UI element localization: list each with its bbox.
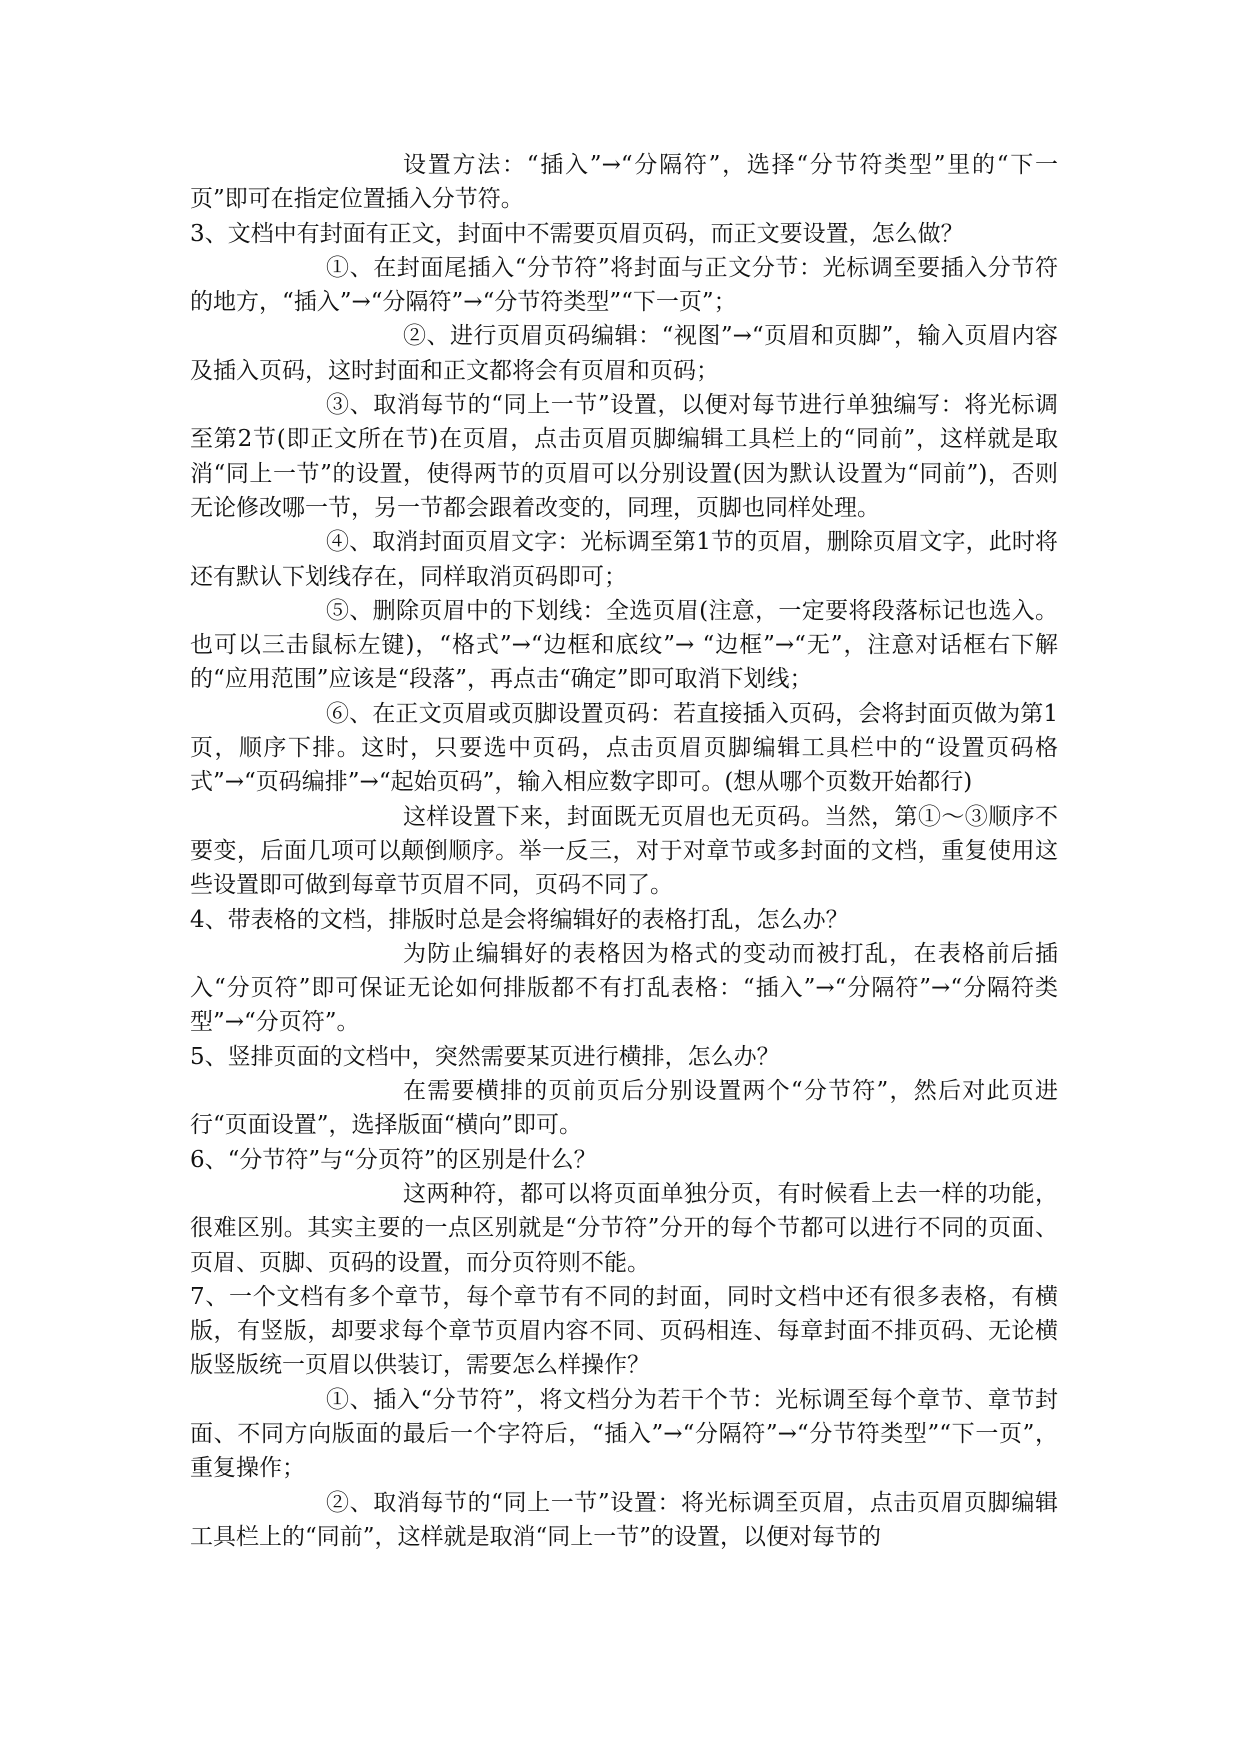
paragraph-answer-6: 这两种符，都可以将页面单独分页，有时候看上去一样的功能，很难区别。其实主要的一点区别就是“分节符”分开的每个节都可以进行不同的页面、页眉、页脚、页码的设置，而分页符则不能。: [190, 1180, 1058, 1276]
paragraph-q7-step-1: ①、插入“分节符”，将文档分为若干个节：光标调至每个章节、章节封面、不同方向版面的最后一个字符后，“插入”→“分隔符”→“分节符类型”“下一页”，重复操作；: [190, 1386, 1058, 1482]
paragraph-summary: 这样设置下来，封面既无页眉也无页码。当然，第①～③顺序不要变，后面几项可以颠倒顺序。举一反三，对于对章节或多封面的文档，重复使用这些设置即可做到每章节页眉不同，页码不同了。: [190, 803, 1058, 899]
heading-question-6: 6、“分节符”与“分页符”的区别是什么？: [190, 1146, 597, 1173]
paragraph-step-5: ⑤、删除页眉中的下划线：全选页眉(注意，一定要将段落标记也选入。也可以三击鼠标左键)，“格式”→“边框和底纹”→ “边框”→“无”，注意对话框右下解的“应用范围”应该是“段落”，再点击“确定”即可取消下划线；: [190, 597, 1058, 693]
heading-question-3: 3、文档中有封面有正文，封面中不需要页眉页码，而正文要设置，怎么做？: [190, 220, 964, 247]
paragraph-answer-5: 在需要横排的页前页后分别设置两个“分节符”，然后对此页进行“页面设置”，选择版面“横向”即可。: [190, 1078, 1058, 1139]
paragraph-step-4: ④、取消封面页眉文字：光标调至第1节的页眉，删除页眉文字，此时将还有默认下划线存在，同样取消页码即可；: [190, 529, 1058, 590]
paragraph-step-3: ③、取消每节的“同上一节”设置，以便对每节进行单独编写：将光标调至第2节(即正文所在节)在页眉，点击页眉页脚编辑工具栏上的“同前”，这样就是取消“同上一节”的设置，使得两节的页眉可以分别设置(因为默认设置为“同前”)，否则无论修改哪一节，另一节都会跟着改变的，同理，页脚也同样处理。: [190, 392, 1058, 521]
paragraph-q7-step-2: ②、取消每节的“同上一节”设置：将光标调至页眉，点击页眉页脚编辑工具栏上的“同前”，这样就是取消“同上一节”的设置，以便对每节的: [190, 1489, 1058, 1550]
heading-question-5: 5、竖排页面的文档中，突然需要某页进行横排，怎么办？: [190, 1043, 780, 1070]
paragraph-step-6: ⑥、在正文页眉或页脚设置页码：若直接插入页码，会将封面页做为第1页，顺序下排。这时，只要选中页码，点击页眉页脚编辑工具栏中的“设置页码格式”→“页码编排”→“起始页码”，输入相应数字即可。(想从哪个页数开始都行): [190, 700, 1058, 796]
paragraph-answer-4: 为防止编辑好的表格因为格式的变动而被打乱，在表格前后插入“分页符”即可保证无论如何排版都不有打乱表格：“插入”→“分隔符”→“分隔符类型”→“分页符”。: [190, 940, 1058, 1036]
heading-question-4: 4、带表格的文档，排版时总是会将编辑好的表格打乱，怎么办？: [190, 906, 849, 933]
document-body: [190, 148, 1058, 1554]
heading-question-7: 7、一个文档有多个章节，每个章节有不同的封面，同时文档中还有很多表格，有横版，有竖版，却要求每个章节页眉内容不同、页码相连、每章封面不排页码、无论横版竖版统一页眉以供装订，需要怎么样操作？: [190, 1283, 1058, 1379]
paragraph-step-2: ②、进行页眉页码编辑：“视图”→“页眉和页脚”，输入页眉内容及插入页码，这时封面和正文都将会有页眉和页码；: [190, 323, 1058, 384]
paragraph-section-break-method: 设置方法：“插入”→“分隔符”，选择“分节符类型”里的“下一页”即可在指定位置插入分节符。: [190, 152, 1058, 213]
paragraph-step-1: ①、在封面尾插入“分节符”将封面与正文分节：光标调至要插入分节符的地方，“插入”→“分隔符”→“分节符类型”“下一页”；: [190, 254, 1058, 316]
